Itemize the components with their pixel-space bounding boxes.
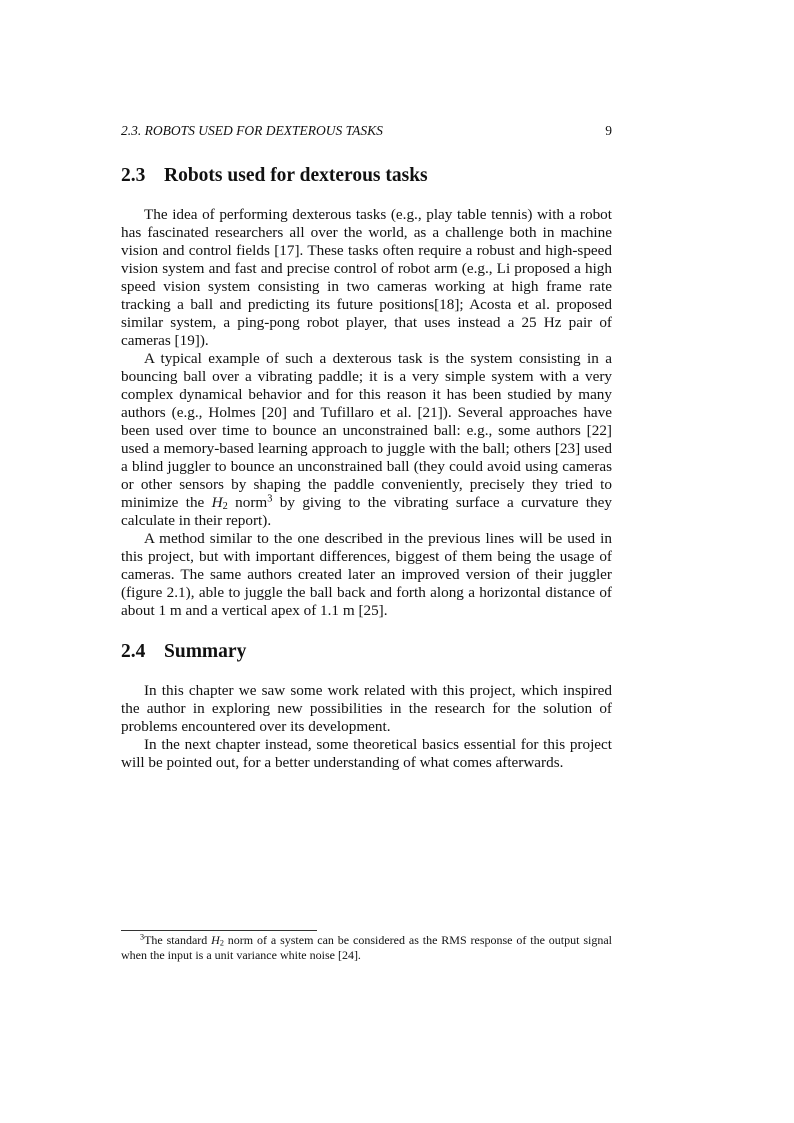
paragraph: In this chapter we saw some work related with this project, which inspired the author in exploring new possibilities in the research for the solution of problems encountered over its development. <box>121 682 612 735</box>
section-number: 2.3 <box>121 165 146 186</box>
footnote-rule <box>121 930 317 931</box>
norm-text: norm <box>227 494 268 511</box>
math-h: H <box>211 933 220 947</box>
running-head-title: 2.3. ROBOTS USED FOR DEXTEROUS TASKS <box>121 123 383 138</box>
paragraph-text: A typical example of such a dexterous task is the system consisting in a bouncing ball over a vibrating paddle; it is a very simple system with a very complex dynamical behavior and for this reason it has been studied by many authors (e.g., Holmes [20] and Tufillaro et al. [21]). Several approaches have been used over time to bounce an unconstrained ball: e.g., some authors [22] used a memory-based learning approach to juggle with the ball; others [23] used a blind juggler to bounce an unconstrained ball (they could avoid using cameras or other sensors by shaping the paddle conveniently, precisely they tried to minimize the <box>121 350 612 511</box>
footnote-text: The standard <box>144 933 212 947</box>
paragraph: A method similar to the one described in the previous lines will be used in this project, but with important differences, biggest of them being the usage of cameras. The same authors created later an improved version of their juggler (figure 2.1), able to juggle the ball back and forth along a horizontal distance of about 1 m and a vertical apex of 1.1 m [25]. <box>121 530 612 619</box>
math-h: H <box>211 494 223 511</box>
math-subscript: 2 <box>219 938 224 948</box>
footnote-text: norm of a system can be considered as the RMS response of the output signal when the input is a unit variance white noise [24]. <box>121 933 612 962</box>
footnote <box>121 933 612 963</box>
footnote-marker[interactable]: 3 <box>267 493 273 505</box>
section-title: Robots used for dexterous tasks <box>164 165 428 186</box>
math-subscript: 2 <box>222 501 228 513</box>
running-head <box>121 123 612 141</box>
paragraph <box>121 350 612 530</box>
paragraph-text: by giving to the vibrating surface a curvature they calculate in their report). <box>121 494 612 529</box>
section-2-4-body <box>121 682 612 772</box>
paragraph: In the next chapter instead, some theoretical basics essential for this project will be pointed out, for a better understanding of what comes afterwards. <box>121 736 612 771</box>
section-heading-2-4 <box>121 641 612 663</box>
paragraph: The idea of performing dexterous tasks (e.g., play table tennis) with a robot has fascinated researchers all over the world, as a challenge both in machine vision and control fields [17]. These tasks often require a robust and high-speed vision system and fast and precise control of robot arm (e.g., Li proposed a high speed vision system consisting in two cameras working at high frame rate tracking a ball and predicting its future positions[18]; Acosta et al. proposed similar system, a ping-pong robot player, that uses instead a 25 Hz pair of cameras [19]). <box>121 206 612 349</box>
footnote-number: 3 <box>140 932 145 942</box>
page-number: 9 <box>605 123 612 138</box>
section-heading-2-3 <box>121 165 612 187</box>
section-title: Summary <box>164 641 247 662</box>
section-number: 2.4 <box>121 641 146 662</box>
section-2-3-body <box>121 206 612 620</box>
